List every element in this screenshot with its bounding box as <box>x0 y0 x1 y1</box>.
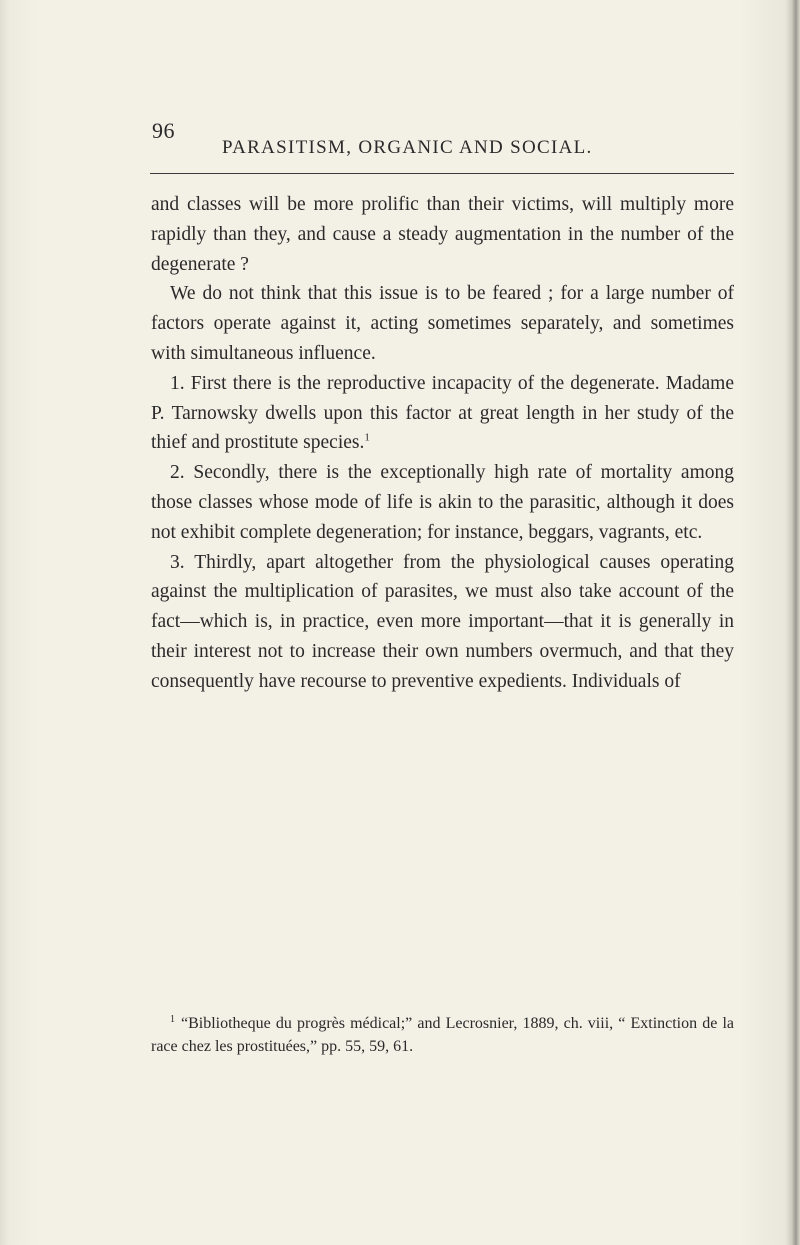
paragraph-2: We do not think that this issue is to be feared ; for a large number of factors operate against it, acting sometimes separately, and sometimes with simultaneous influence. <box>151 283 734 364</box>
footnote-mark: 1 <box>170 1013 175 1025</box>
footnote-text: “Bibliotheque du progrès médical;” and Lecrosnier, 1889, ch. viii, “ Extinction de la race chez les prostituées,” pp. 55, 59, 61. <box>151 1015 734 1055</box>
paragraph-3-text: 1. First there is the reproductive incapacity of the degenerate. Madame P. Tarnowsky dwells upon this factor at great length in her study of the thief and prostitute species. <box>151 372 734 454</box>
page-number: 96 <box>152 118 175 143</box>
paragraph-5: 3. Thirdly, apart altogether from the physiological causes operating against the multiplication of parasites, we must also take account of the fact—which is, in practice, even more important—that it is generally in their interest not to increase their own numbers overmuch, and that they consequently have recourse to preventive expedients. Individuals of <box>151 551 734 692</box>
paragraph-4: 2. Secondly, there is the exceptionally high rate of mortality among those classes whose mode of life is akin to the parasitic, although it does not exhibit complete degeneration; for instance, beggars, vagrants, etc. <box>151 462 734 543</box>
footnote <box>151 1012 734 1058</box>
body-text <box>151 190 734 697</box>
paragraph-1: and classes will be more prolific than their victims, will multiply more rapidly than they, and cause a steady augmentation in the number of the degenerate ? <box>151 194 734 275</box>
running-head: PARASITISM, ORGANIC AND SOCIAL. <box>222 137 593 158</box>
footnote-reference[interactable]: 1 <box>364 431 370 444</box>
page-left-edge <box>0 0 10 1245</box>
header-rule <box>150 173 734 174</box>
page-binding-edge <box>786 0 800 1245</box>
paragraph-3 <box>151 369 734 458</box>
